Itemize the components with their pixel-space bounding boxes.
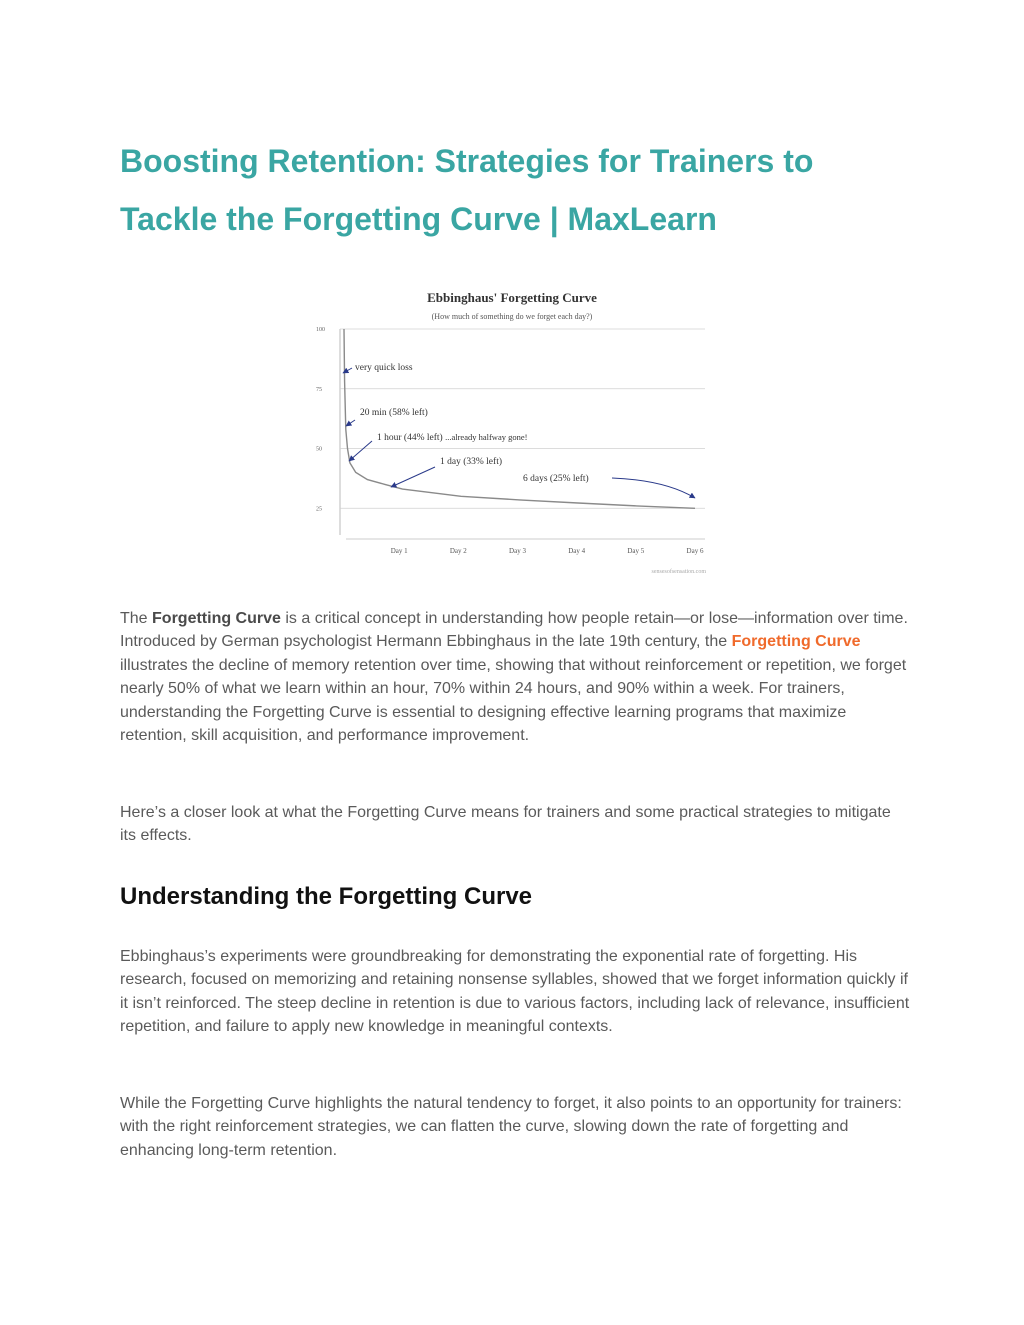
arrow-1-day: [391, 467, 435, 487]
x-tick-label: Day 1: [390, 547, 408, 555]
section-heading: Understanding the Forgetting Curve: [120, 883, 533, 910]
y-tick-label: 100: [316, 327, 325, 333]
intro-paragraph: The Forgetting Curve is a critical concept in understanding how people retain—or lose—information over time. Introduced by German psychologist Hermann Ebbinghaus in the late 19th century, the Forgetting Curve illustrates the decline of memory retention over time, showing that without reinforcement or repetition, we forget nearly 50% of what we learn within an hour, 70% within 24 hours, and 90% within a week. For trainers, understanding the Forgetting Curve is essential to designing effective learning programs that maximize retention, skill acquisition, and performance improvement.: [120, 610, 908, 745]
y-tick-label: 50: [316, 446, 322, 453]
annotation-20-min: 20 min (58% left): [360, 408, 428, 418]
chart-title: Ebbinghaus' Forgetting Curve: [427, 290, 597, 305]
chart-subtitle: (How much of something do we forget each day?): [431, 312, 593, 321]
annotation-6-days: 6 days (25% left): [523, 474, 589, 484]
x-tick-label: Day 3: [509, 547, 526, 555]
forgetting-curve-figure: [310, 284, 714, 580]
forgetting-curve-chart: [310, 284, 714, 580]
arrow-6-days: [612, 478, 695, 498]
forgetting-curve-link[interactable]: Forgetting Curve: [731, 633, 861, 651]
x-tick-label: Day 6: [686, 547, 704, 555]
paragraph-experiments: Ebbinghaus’s experiments were groundbreaking for demonstrating the exponential rate of forgetting. His research, focused on memorizing and retaining nonsense syllables, showed that we forget information quickly if it isn’t reinforced. The steep decline in retention is due to various factors, including lack of relevance, insufficient repetition, and failure to apply new knowledge in meaningful contexts.: [120, 948, 910, 1036]
y-tick-label: 75: [316, 386, 322, 393]
paragraph-opportunity: While the Forgetting Curve highlights the natural tendency to forget, it also points to an opportunity for trainers: with the right reinforcement strategies, we can flatten the curve, slowing down the rate of forgetting and enhancing long-term retention.: [120, 1095, 902, 1159]
arrow-1-hour: [349, 441, 372, 461]
arrow-20-min: [346, 420, 355, 426]
annotation-1-hour: 1 hour (44% left) ...already halfway gone!: [377, 432, 528, 443]
forgetting-curve-line: [344, 329, 695, 508]
page-title: Boosting Retention: Strategies for Trainers to Tackle the Forgetting Curve | MaxLearn: [120, 143, 814, 237]
annotation-1-day: 1 day (33% left): [440, 457, 502, 467]
paragraph-closer-look: Here’s a closer look at what the Forgetting Curve means for trainers and some practical strategies to mitigate its effects.: [120, 804, 891, 845]
x-tick-label: Day 2: [449, 547, 467, 555]
x-tick-label: Day 5: [627, 547, 645, 555]
x-tick-label: Day 4: [568, 547, 586, 555]
annotation-very-quick-loss: very quick loss: [355, 363, 413, 373]
y-tick-label: 25: [316, 506, 322, 513]
bold-term: Forgetting Curve: [152, 610, 281, 627]
chart-credit: sensesofsensation.com: [651, 569, 706, 575]
